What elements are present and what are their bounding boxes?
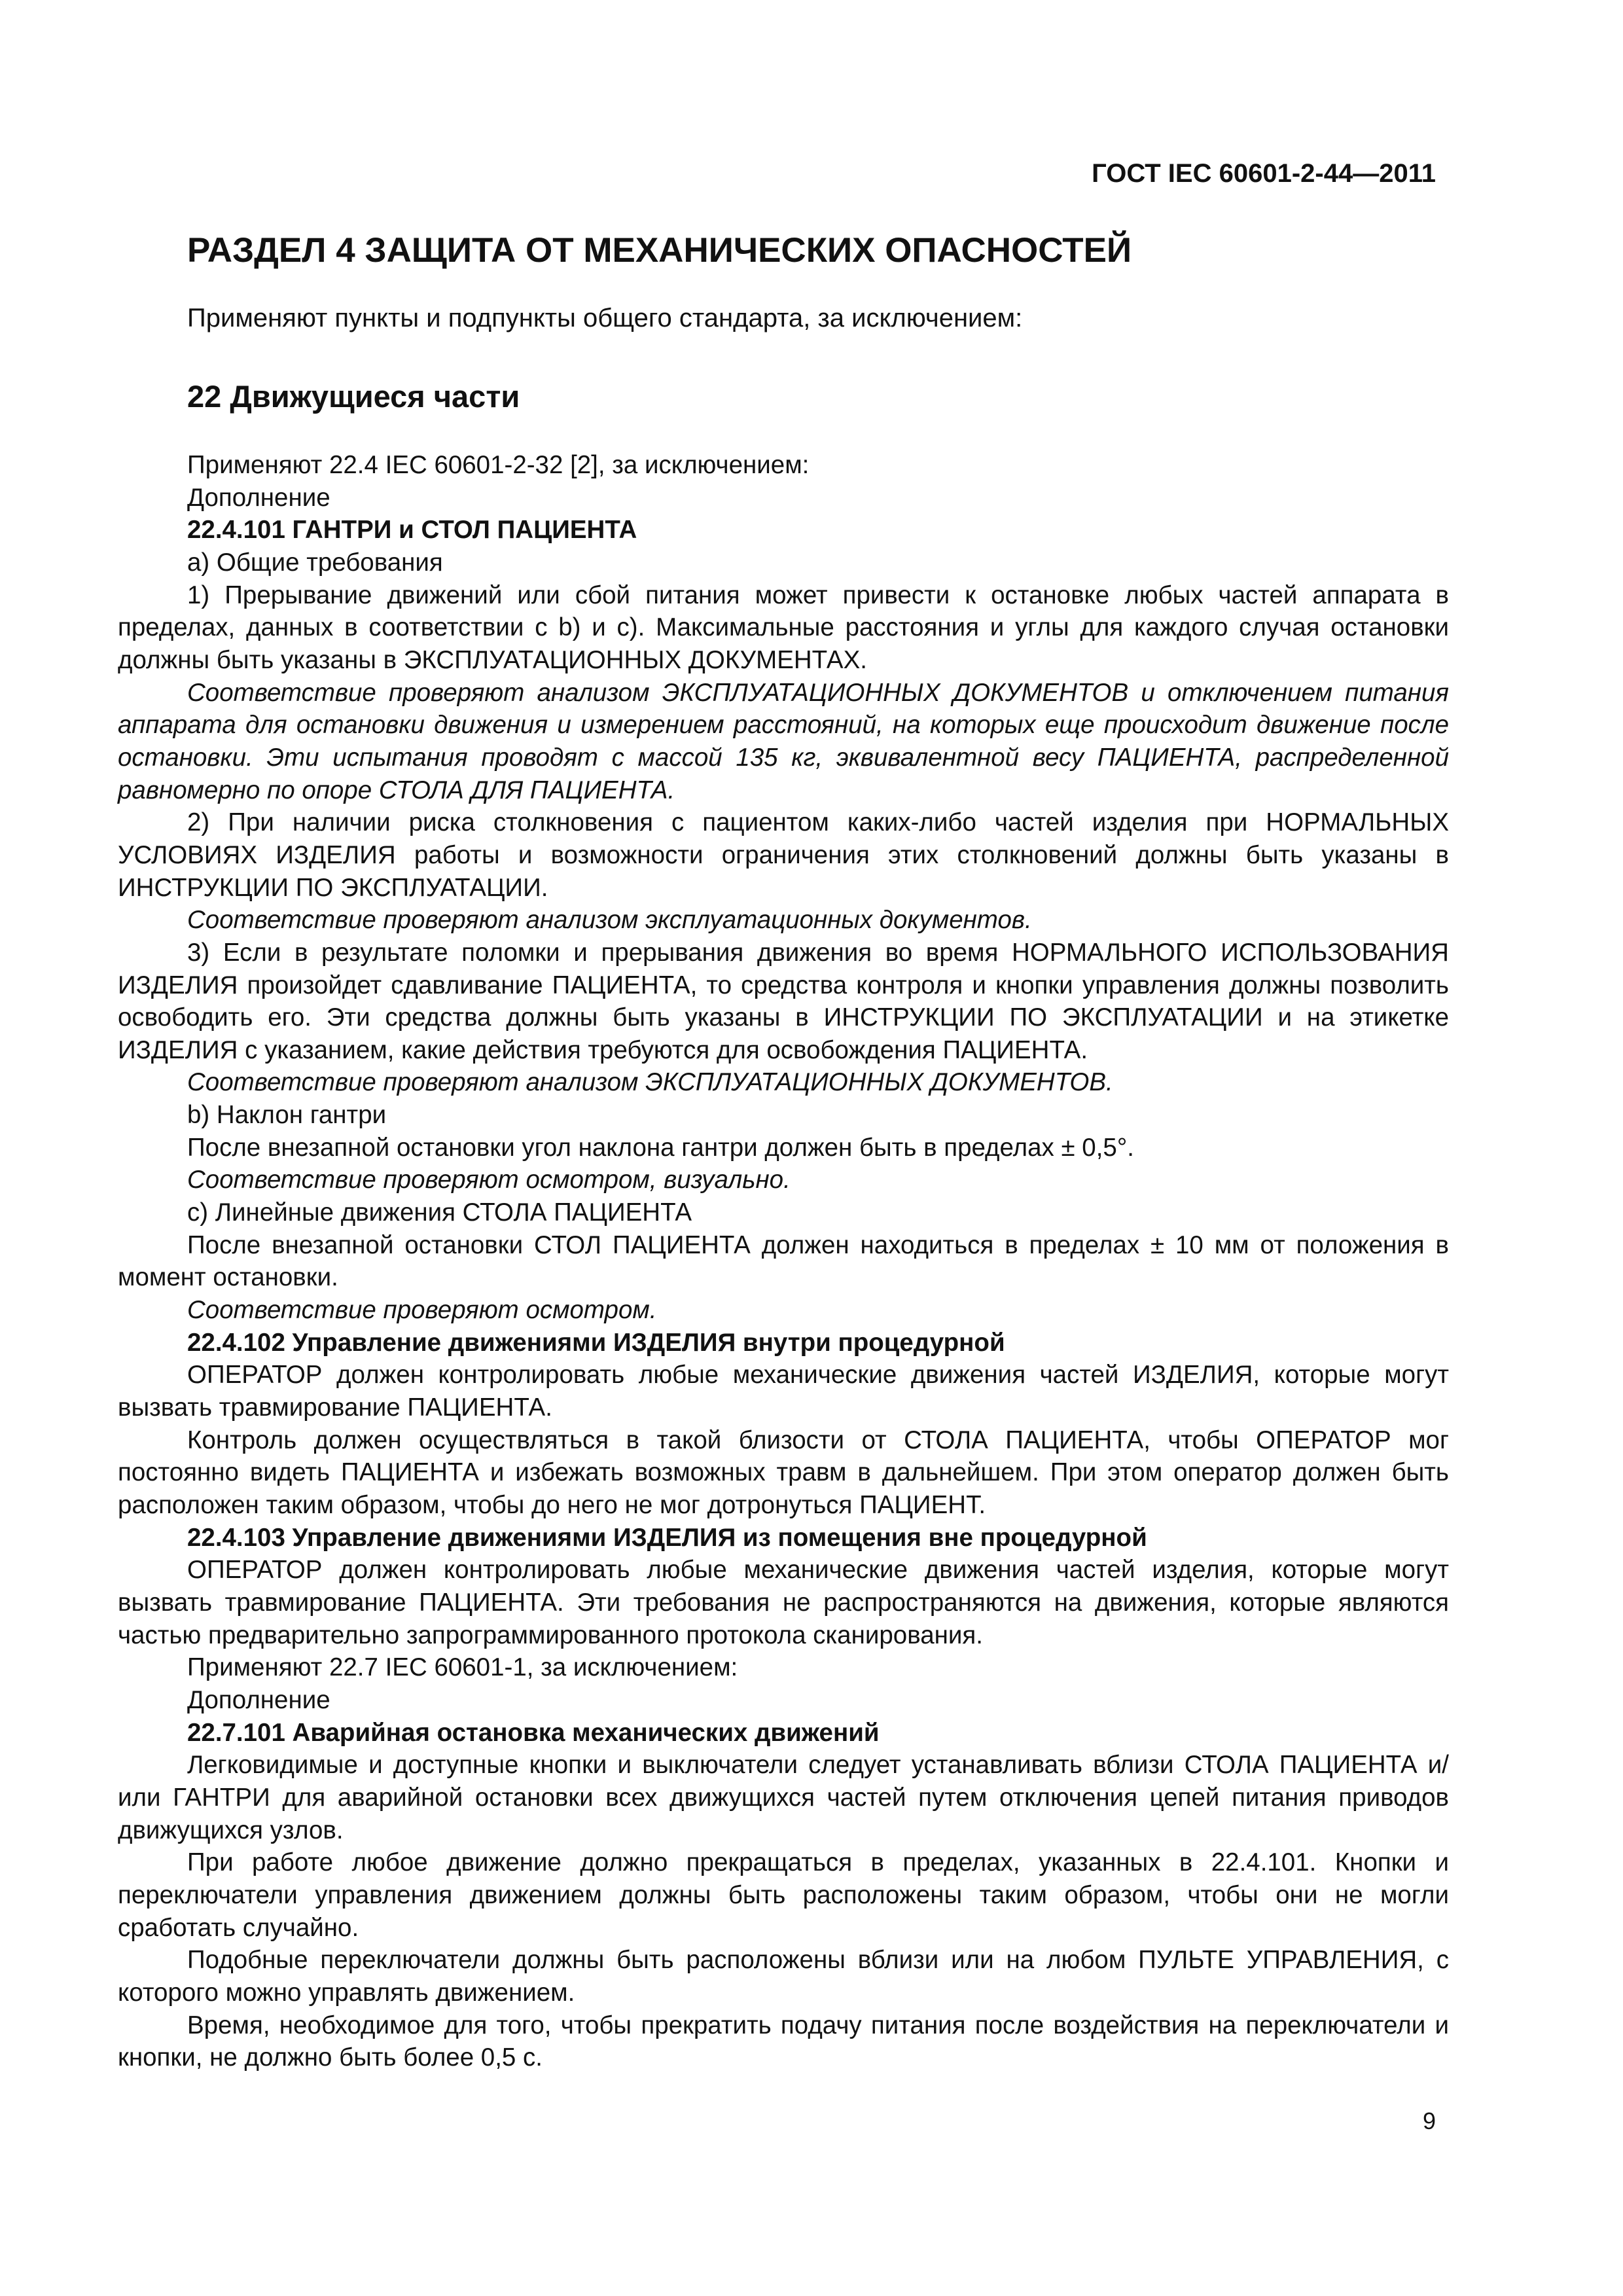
compliance-note: Соответствие проверяют анализом ЭКСПЛУАТАЦИОННЫХ ДОКУМЕНТОВ и отключением питания аппарата для остановки движения и измерением расстояний, на которых еще происходит движение после остановки. Эти испытания проводят с массой 135 кг, эквивалентной весу ПАЦИЕНТА, распределенной равномерно по опоре СТОЛА ДЛЯ ПАЦИЕНТА. [118,678,1449,804]
section-title: РАЗДЕЛ 4 ЗАЩИТА ОТ МЕХАНИЧЕСКИХ ОПАСНОСТЕЙ [187,231,1132,270]
paragraph: ОПЕРАТОР должен контролировать любые механические движения частей изделия, которые могут вызвать травмирование ПАЦИЕНТА. Эти требования не распространяются на движения, которые являются частью предварительно запрограммированного протокола сканирования. [118,1556,1449,1649]
subclause-heading: 22.4.103 Управление движениями ИЗДЕЛИЯ из помещения вне процедурной [187,1523,1147,1552]
compliance-note: Соответствие проверяют осмотром. [187,1296,657,1325]
paragraph: Легковидимые и доступные кнопки и выключатели следует устанавливать вблизи СТОЛА ПАЦИЕНТА и/или ГАНТРИ для аварийной остановки всех движущихся частей путем отключения цепей питания приводов движущихся узлов. [118,1751,1449,1844]
subclause-heading: 22.7.101 Аварийная остановка механических движений [187,1718,880,1747]
paragraph: Время, необходимое для того, чтобы прекратить подачу питания после воздействия на переключатели и кнопки, не должно быть более 0,5 с. [118,2011,1449,2072]
compliance-note: Соответствие проверяют анализом ЭКСПЛУАТАЦИОННЫХ ДОКУМЕНТОВ. [187,1068,1113,1097]
paragraph: После внезапной остановки СТОЛ ПАЦИЕНТА должен находиться в пределах ± 10 мм от положения в момент остановки. [118,1230,1449,1292]
document-body [118,449,1449,2074]
paragraph: Подобные переключатели должны быть расположены вблизи или на любом ПУЛЬТЕ УПРАВЛЕНИЯ, с которого можно управлять движением. [118,1946,1449,2007]
paragraph: 2) При наличии риска столкновения с пациентом каких-либо частей изделия при НОРМАЛЬНЫХ УСЛОВИЯХ ИЗДЕЛИЯ работы и возможности ограничения этих столкновений должны быть указаны в ИНСТРУКЦИИ ПО ЭКСПЛУАТАЦИИ. [118,808,1449,902]
page-number: 9 [1422,2108,1436,2134]
intro-paragraph: Применяют пункты и подпункты общего стандарта, за исключением: [187,304,1023,332]
compliance-note: Соответствие проверяют анализом эксплуатационных документов. [187,906,1032,935]
paragraph: а) Общие требования [187,548,443,577]
paragraph: Применяют 22.7 IEC 60601-1, за исключением: [187,1653,738,1682]
subclause-heading: 22.4.101 ГАНТРИ и СТОЛ ПАЦИЕНТА [187,516,637,545]
paragraph: Контроль должен осуществляться в такой близости от СТОЛА ПАЦИЕНТА, чтобы ОПЕРАТОР мог постоянно видеть ПАЦИЕНТА и избежать возможных травм в дальнейшем. При этом оператор должен быть расположен таким образом, чтобы до него не мог дотронуться ПАЦИЕНТ. [118,1426,1449,1519]
clause-title: 22 Движущиеся части [187,379,520,414]
subclause-heading: 22.4.102 Управление движениями ИЗДЕЛИЯ внутри процедурной [187,1328,1005,1357]
paragraph: ОПЕРАТОР должен контролировать любые механические движения частей ИЗДЕЛИЯ, которые могут вызвать травмирование ПАЦИЕНТА. [118,1361,1449,1422]
paragraph: Дополнение [187,483,330,512]
paragraph: После внезапной остановки угол наклона гантри должен быть в пределах ± 0,5°. [187,1133,1134,1162]
paragraph: 3) Если в результате поломки и прерывания движения во время НОРМАЛЬНОГО ИСПОЛЬЗОВАНИЯ ИЗДЕЛИЯ произойдет сдавливание ПАЦИЕНТА, то средства контроля и кнопки управления должны позволить освободить его. Эти средства должны быть указаны в ИНСТРУКЦИИ ПО ЭКСПЛУАТАЦИИ и на этикетке ИЗДЕЛИЯ с указанием, какие действия требуются для освобождения ПАЦИЕНТА. [118,938,1449,1064]
paragraph: При работе любое движение должно прекращаться в пределах, указанных в 22.4.101. Кнопки и переключатели управления движением должны быть расположены таким образом, чтобы они не могли сработать случайно. [118,1848,1449,1942]
paragraph: Применяют 22.4 IEC 60601-2-32 [2], за исключением: [187,451,810,479]
paragraph: 1) Прерывание движений или сбой питания может привести к остановке любых частей аппарата в пределах, данных в соответствии с b) и с). Максимальные расстояния и углы для каждого случая остановки должны быть указаны в ЭКСПЛУАТАЦИОННЫХ ДОКУМЕНТАХ. [118,581,1449,674]
compliance-note: Соответствие проверяют осмотром, визуально. [187,1166,791,1194]
document-code: ГОСТ IEC 60601-2-44—2011 [1092,159,1436,188]
paragraph: Дополнение [187,1685,330,1714]
paragraph: b) Наклон гантри [187,1101,387,1130]
paragraph: с) Линейные движения СТОЛА ПАЦИЕНТА [187,1198,692,1227]
